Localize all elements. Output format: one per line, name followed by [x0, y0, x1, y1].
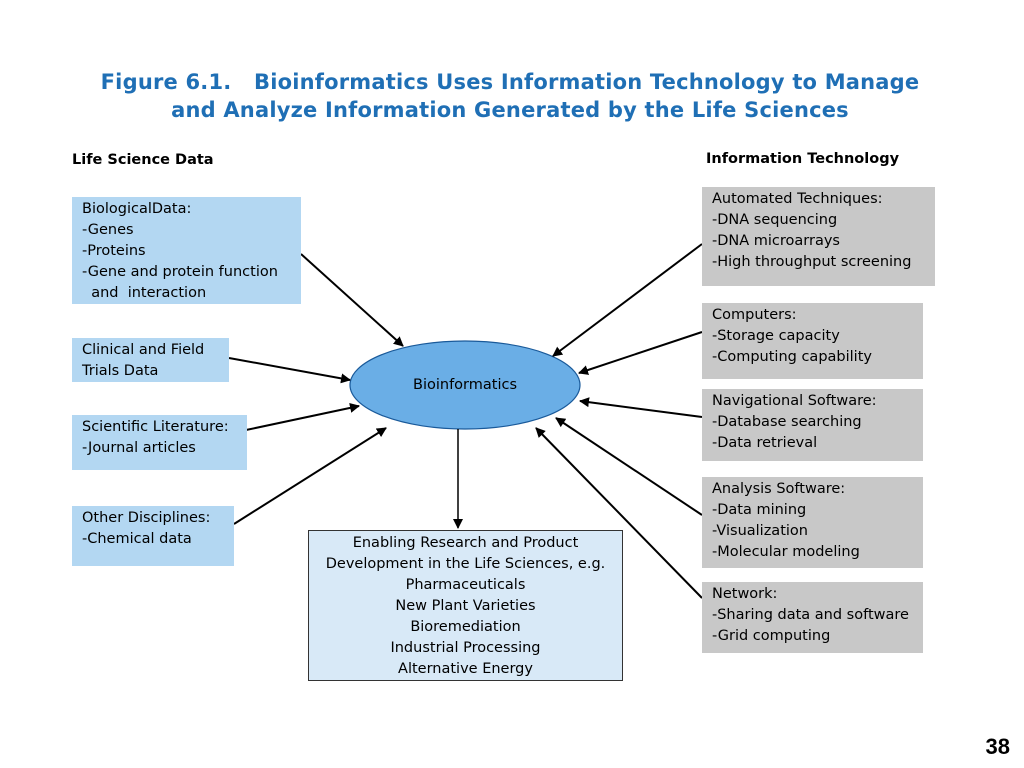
box-line: Trials Data: [82, 363, 159, 379]
box-line: BiologicalData:: [82, 201, 192, 217]
box-line: -Database searching: [712, 414, 862, 430]
box-line: -DNA sequencing: [712, 212, 838, 228]
left-column-heading: Life Science Data: [72, 152, 214, 168]
box-line: -High throughput screening: [712, 254, 912, 270]
box-line: New Plant Varieties: [395, 598, 536, 614]
hub-label: Bioinformatics: [413, 377, 517, 393]
arrow-analysis-software: [556, 418, 702, 515]
box-line: -Visualization: [712, 523, 808, 539]
box-line: Other Disciplines:: [82, 510, 211, 526]
box-line: Analysis Software:: [712, 481, 846, 497]
arrow-navigational-software: [580, 401, 702, 417]
right-column-heading: Information Technology: [706, 151, 900, 167]
scientific-literature-box: [72, 415, 247, 470]
box-line: Navigational Software:: [712, 393, 877, 409]
other-disciplines-box: [72, 506, 234, 566]
network-box: [702, 582, 923, 653]
arrow-clinical-trials: [229, 358, 350, 380]
box-line: -Data mining: [712, 502, 807, 518]
box-line: Automated Techniques:: [712, 191, 883, 207]
box-line: -Proteins: [82, 243, 146, 259]
box-line: Enabling Research and Product: [352, 535, 579, 551]
figure-title-line-2: and Analyze Information Generated by the Life Sciences: [171, 98, 849, 122]
biological-data-box: [72, 197, 301, 304]
box-line: -Sharing data and software: [712, 607, 909, 623]
box-line: -Grid computing: [712, 628, 831, 644]
arrow-scientific-literature: [246, 406, 359, 430]
arrow-other-disciplines: [234, 428, 386, 524]
box-line: -Genes: [82, 222, 134, 238]
box-line: -Computing capability: [712, 349, 872, 365]
box-line: Pharmaceuticals: [405, 577, 526, 593]
page-number: 38: [985, 734, 1010, 759]
box-line: Clinical and Field: [82, 342, 205, 358]
box-line: Alternative Energy: [398, 661, 533, 677]
box-line: -Chemical data: [82, 531, 192, 547]
box-line: -Journal articles: [82, 440, 196, 456]
box-line: -Gene and protein function: [82, 264, 278, 280]
automated-techniques-box: [702, 187, 935, 286]
arrow-computers: [579, 332, 702, 373]
box-line: Development in the Life Sciences, e.g.: [325, 556, 606, 572]
box-line: and interaction: [82, 285, 207, 301]
box-line: Network:: [712, 586, 778, 602]
box-line: -DNA microarrays: [712, 233, 840, 249]
outcomes-box: [308, 530, 623, 681]
box-line: Scientific Literature:: [82, 419, 229, 435]
navigational-software-box: [702, 389, 923, 461]
analysis-software-box: [702, 477, 923, 568]
box-line: Computers:: [712, 307, 797, 323]
box-line: -Storage capacity: [712, 328, 840, 344]
box-line: -Molecular modeling: [712, 544, 860, 560]
figure-title-line-1: Figure 6.1. Bioinformatics Uses Information Technology to Manage: [100, 70, 920, 94]
computers-box: [702, 303, 923, 379]
box-line: Industrial Processing: [390, 640, 541, 656]
clinical-trials-box: [72, 338, 229, 382]
box-line: Bioremediation: [410, 619, 521, 635]
box-line: -Data retrieval: [712, 435, 818, 451]
arrow-biological-data: [301, 254, 403, 346]
